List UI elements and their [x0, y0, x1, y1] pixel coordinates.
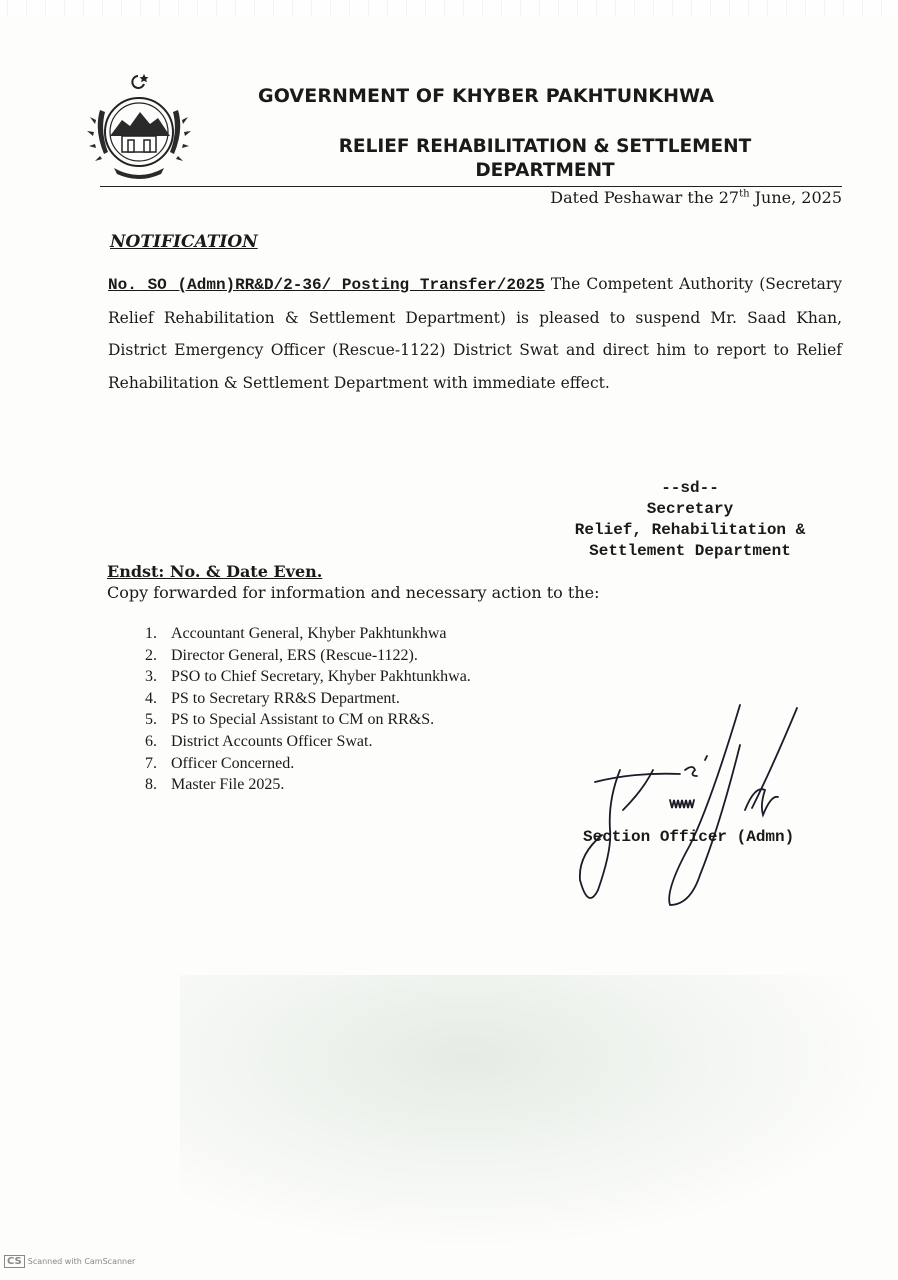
department-title-line1: RELIEF REHABILITATION & SETTLEMENT — [338, 136, 752, 157]
list-item: 3. PSO to Chief Secretary, Khyber Pakhtunkhwa. — [145, 668, 471, 686]
dated-prefix: Dated Peshawar the 27 — [550, 188, 740, 207]
list-item: 6. District Accounts Officer Swat. — [145, 732, 373, 750]
list-item: 5. PS to Special Assistant to CM on RR&S. — [145, 711, 435, 729]
department-title — [250, 135, 840, 183]
notification-body — [108, 268, 842, 399]
scan-stain — [180, 975, 898, 1250]
kp-government-emblem-icon — [84, 70, 194, 188]
handwritten-signature-icon — [565, 700, 815, 910]
header-divider — [100, 186, 842, 187]
dated-line — [550, 188, 842, 207]
government-title: GOVERNMENT OF KHYBER PAKHTUNKHWA — [258, 85, 715, 107]
notification-text: The Competent Authority (Secretary Relief Rehabilitation & Settlement Department) is pleased to suspend Mr. Saad Khan, District Emergency Officer (Rescue-1122) District Swat and direct him to report to Relief Rehabilitation & Settlement Department with immediate effect. — [108, 275, 842, 392]
list-item: 4. PS to Secretary RR&S Department. — [145, 689, 400, 707]
scanner-text: Scanned with CamScanner — [27, 1257, 136, 1266]
reference-number: No. SO (Admn)RR&D/2-36/ Posting Transfer/2025 — [108, 276, 545, 294]
secretary-signature-block — [560, 478, 820, 562]
scanner-watermark — [4, 1255, 135, 1268]
signatory-dept-line2: Settlement Department — [589, 542, 791, 560]
endorsement-label: Endst: No. & Date Even. — [107, 562, 323, 581]
list-item: 7. Officer Concerned. — [145, 754, 295, 772]
department-title-line2: DEPARTMENT — [475, 160, 615, 181]
list-item: 8. Master File 2025. — [145, 776, 285, 794]
copy-forwarded-line: Copy forwarded for information and necessary action to the: — [107, 583, 600, 602]
dated-suffix: June, 2025 — [749, 188, 842, 207]
scan-noise — [0, 0, 898, 16]
camscanner-logo-icon: CS — [4, 1255, 25, 1268]
notification-heading: NOTIFICATION — [110, 232, 258, 252]
distribution-list — [145, 623, 471, 796]
section-officer-title: Section Officer (Admn) — [583, 828, 795, 846]
signatory-dept-line1: Relief, Rehabilitation & — [574, 521, 806, 539]
dated-ordinal: th — [739, 188, 750, 200]
list-item: 1. Accountant General, Khyber Pakhtunkhwa — [145, 625, 447, 642]
list-item: 2. Director General, ERS (Rescue-1122). — [145, 646, 418, 664]
sd-mark: --sd-- — [661, 479, 719, 497]
signatory-title: Secretary — [646, 500, 734, 518]
